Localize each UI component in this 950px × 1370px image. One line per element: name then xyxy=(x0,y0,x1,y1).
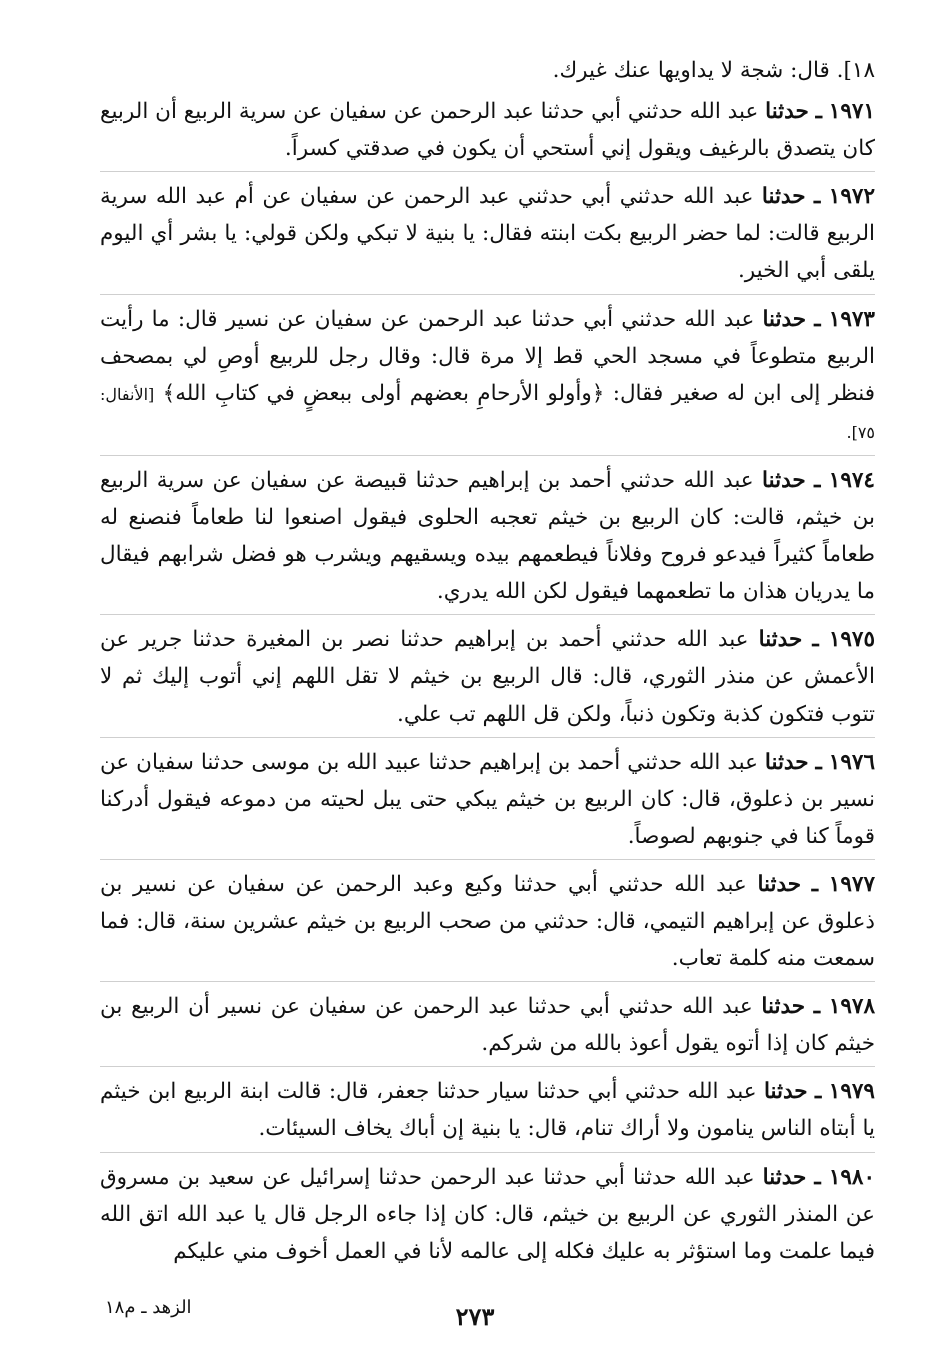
entry-number: ١٩٧٢ xyxy=(828,184,875,210)
page-number: ٢٧٣ xyxy=(455,1302,495,1331)
entry-text: عبد الله حدثني أبي حدثني عبد الرحمن عن سفيان عن أم عبد الله سرية الربيع قالت: لما حضر الربيع بكت ابنته فقال: يا بنية لا تبكي ولكن قولي: يا بشر أي اليوم يلقى أبي الخير. xyxy=(100,184,875,284)
entry-keyword: حدثنا xyxy=(762,467,806,493)
entry-dash: ـ xyxy=(815,749,822,775)
hadith-entry xyxy=(100,621,875,732)
hadith-entry xyxy=(100,178,875,289)
entry-keyword: حدثنا xyxy=(763,1079,808,1105)
entry-keyword: حدثنا xyxy=(765,99,809,125)
footnote-continuation: ١٨]. قال: شجة لا يداويها عنك غيرك. xyxy=(552,58,875,83)
entry-divider xyxy=(100,859,875,860)
entry-dash: ـ xyxy=(811,871,819,897)
page-body xyxy=(100,52,875,1272)
hadith-entry xyxy=(100,301,875,451)
entry-number: ١٩٧٧ xyxy=(828,871,875,897)
entry-keyword: حدثنا xyxy=(764,749,809,775)
book-signature: الزهد ـ م١٨ xyxy=(105,1297,192,1318)
entry-divider xyxy=(100,614,875,615)
entry-number: ١٩٧٨ xyxy=(828,994,876,1020)
hadith-entry xyxy=(100,1073,875,1147)
entry-text: عبد الله حدثنا أبي حدثنا عبد الرحمن حدثنا إسرائيل عن سعيد بن مسروق عن المنذر الثوري عن الربيع بن خيثم، قال: كان إذا جاءه الرجل قال يا عبد الله اتق الله فيما علمت وما استؤثر به عليك فكله إلى عالمه لأنا في العمل أخوف مني عليكم xyxy=(100,1164,875,1264)
hadith-entry xyxy=(100,93,875,167)
entry-dash: ـ xyxy=(814,306,821,332)
entry-text: عبد الله حدثني أحمد بن إبراهيم حدثنا نصر بن المغيرة حدثنا جرير عن الأعمش عن منذر الثوري، قال: قال الربيع بن خيثم لا تقل اللهم إني أتوب إليك ثم لا تتوب فتكون كذبة وتكون ذنباً، ولكن قل اللهم تب علي. xyxy=(100,627,875,727)
hadith-entry xyxy=(100,744,875,855)
hadith-list xyxy=(100,93,875,1270)
entry-number: ١٩٧١ xyxy=(828,99,875,125)
entry-dash: ـ xyxy=(814,1164,821,1190)
entry-number: ١٩٧٥ xyxy=(828,627,876,653)
entry-dash: ـ xyxy=(814,467,821,493)
entry-divider xyxy=(100,1066,875,1067)
entry-dash: ـ xyxy=(812,627,819,653)
entry-text: عبد الله حدثني أبي حدثنا وكيع وعبد الرحمن عن سفيان عن نسير بن ذعلوق عن إبراهيم التيمي، قال: حدثني من صحب الربيع بن خيثم عشرين سنة، قال: فما سمعت منه كلمة تعاب. xyxy=(100,871,875,972)
entry-divider xyxy=(100,171,875,172)
entry-number: ١٩٧٣ xyxy=(828,306,875,332)
entry-number: ١٩٧٩ xyxy=(828,1079,875,1105)
entry-keyword: حدثنا xyxy=(761,994,806,1020)
entry-text: عبد الله حدثني أحمد بن إبراهيم حدثنا عبيد الله بن موسى حدثنا سفيان عن نسير بن ذعلوق، قال: كان الربيع بن خيثم يبكي حتى يبل لحيته من دموعه فيقول أدركنا قوماً كنا في جنوبهم لصوصاً. xyxy=(100,749,875,849)
hadith-entry xyxy=(100,866,875,977)
entry-divider xyxy=(100,455,875,456)
entry-text: عبد الله حدثني أبي حدثنا عبد الرحمن عن سفيان عن نسير أن الربيع بن خيثم كان إذا أتوه يقول أعوذ بالله من شركم. xyxy=(100,994,875,1057)
entry-dash: ـ xyxy=(815,1079,822,1105)
entry-text: عبد الله حدثني أبي حدثنا عبد الرحمن عن سفيان عن سرية الربيع أن الربيع كان يتصدق بالرغيف ويقول إني أستحي أن يكون في صدقتي كسراً. xyxy=(100,99,875,162)
entry-number: ١٩٧٤ xyxy=(828,467,875,493)
entry-divider xyxy=(100,737,875,738)
entry-dash: ـ xyxy=(815,99,822,125)
entry-keyword: حدثنا xyxy=(762,306,807,332)
entry-number: ١٩٨٠ xyxy=(828,1164,876,1190)
hadith-entry xyxy=(100,988,875,1062)
quran-reference: [الأنفال: ٧٥]. xyxy=(100,384,875,442)
entry-dash: ـ xyxy=(813,994,821,1020)
entry-text: عبد الله حدثني أبي حدثنا عبد الرحمن عن سفيان عن نسير قال: ما رأيت الربيع متطوعاً في مسجد الحي قط إلا مرة قال: وقال رجل للربيع أوصِ لي بمصحف فنظر إلى ابن له صغير فقال: ﴿وأولو الأرحامِ بعضهم أولى ببعضٍ في كتابِ الله﴾ xyxy=(100,306,875,406)
entry-keyword: حدثنا xyxy=(762,1164,807,1190)
entry-keyword: حدثنا xyxy=(761,184,806,210)
entry-text: عبد الله حدثني أبي حدثنا سيار حدثنا جعفر، قال: قالت ابنة الربيع ابن خيثم يا أبتاه الناس ينامون ولا أراك تنام، قال: يا بنية إن أباك يخاف السيئات. xyxy=(100,1079,875,1142)
entry-divider xyxy=(100,294,875,295)
entry-keyword: حدثنا xyxy=(758,627,803,653)
entry-number: ١٩٧٦ xyxy=(828,749,875,775)
hadith-entry xyxy=(100,1159,875,1270)
hadith-entry xyxy=(100,462,875,610)
entry-divider xyxy=(100,981,875,982)
entry-dash: ـ xyxy=(814,184,821,210)
entry-keyword: حدثنا xyxy=(757,871,802,897)
entry-text: عبد الله حدثني أحمد بن إبراهيم حدثنا قبيصة عن سفيان عن سرية الربيع بن خيثم، قالت: كان الربيع بن خيثم تعجبه الحلوى فيقول اصنعوا لنا طعاماً فنصنع له طعاماً كثيراً فيدعو فروح وفلاناً فيطعمهم بيده ويسقيهم ويشرب هو فضل شرابهم فيقال ما يدريان هذان ما تطعمهما فيقول لكن الله يدري. xyxy=(100,467,875,605)
entry-divider xyxy=(100,1152,875,1153)
